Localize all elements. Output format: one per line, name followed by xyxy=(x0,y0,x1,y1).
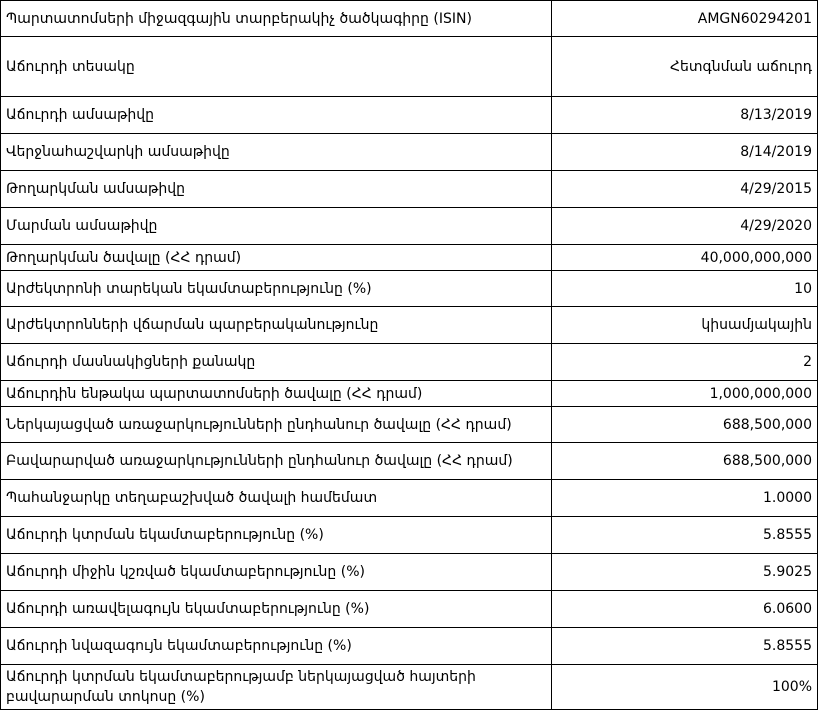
row-label: Աճուրդի կտրման եկամտաբերությամբ ներկայացված հայտերի բավարարման տոկոսը (%) xyxy=(1,665,552,710)
table-row xyxy=(1,171,818,208)
row-value: 10 xyxy=(552,271,818,307)
table-row xyxy=(1,97,818,134)
table-row xyxy=(1,245,818,271)
table-row xyxy=(1,407,818,443)
row-label: Մարման ամսաթիվը xyxy=(1,208,552,245)
row-value: 8/13/2019 xyxy=(552,97,818,134)
row-label: Աճուրդի միջին կշռված եկամտաբերությունը (%) xyxy=(1,554,552,591)
row-label: Վերջնահաշվարկի ամսաթիվը xyxy=(1,134,552,171)
row-label: Աճուրդի տեսակը xyxy=(1,37,552,97)
row-label: Աճուրդի նվազագույն եկամտաբերությունը (%) xyxy=(1,628,552,665)
row-value: 5.8555 xyxy=(552,628,818,665)
row-label: Աճուրդին ենթակա պարտատոմսերի ծավալը (ՀՀ դրամ) xyxy=(1,381,552,407)
table-row xyxy=(1,1,818,37)
table-row xyxy=(1,517,818,554)
row-value: 100% xyxy=(552,665,818,710)
row-label: Աճուրդի ամսաթիվը xyxy=(1,97,552,134)
row-label: Թողարկման ծավալը (ՀՀ դրամ) xyxy=(1,245,552,271)
table-row xyxy=(1,554,818,591)
row-value: 5.9025 xyxy=(552,554,818,591)
row-value: 8/14/2019 xyxy=(552,134,818,171)
row-value: 2 xyxy=(552,344,818,381)
row-label: Արժեկտրոնների վճարման պարբերականությունը xyxy=(1,307,552,344)
row-label: Աճուրդի մասնակիցների քանակը xyxy=(1,344,552,381)
row-value: 4/29/2020 xyxy=(552,208,818,245)
row-label: Թողարկման ամսաթիվը xyxy=(1,171,552,208)
row-label: Պարտատոմսերի միջազգային տարբերակիչ ծածկագիրը (ISIN) xyxy=(1,1,552,37)
row-value: 1,000,000,000 xyxy=(552,381,818,407)
table-row xyxy=(1,381,818,407)
table-row xyxy=(1,591,818,628)
row-label: Բավարարված առաջարկությունների ընդհանուր ծավալը (ՀՀ դրամ) xyxy=(1,443,552,480)
row-value: 688,500,000 xyxy=(552,407,818,443)
row-value: 40,000,000,000 xyxy=(552,245,818,271)
row-value: AMGN60294201 xyxy=(552,1,818,37)
row-value: 5.8555 xyxy=(552,517,818,554)
row-label: Արժեկտրոնի տարեկան եկամտաբերությունը (%) xyxy=(1,271,552,307)
table-row xyxy=(1,37,818,97)
table-row xyxy=(1,480,818,517)
row-value: 6.0600 xyxy=(552,591,818,628)
row-label: Աճուրդի առավելագույն եկամտաբերությունը (%) xyxy=(1,591,552,628)
row-value: 1.0000 xyxy=(552,480,818,517)
table-row xyxy=(1,208,818,245)
row-label: Պահանջարկը տեղաբաշխված ծավալի համեմատ xyxy=(1,480,552,517)
row-value: կիսամյակային xyxy=(552,307,818,344)
table-row xyxy=(1,443,818,480)
table-row xyxy=(1,307,818,344)
table-row xyxy=(1,628,818,665)
table-row xyxy=(1,271,818,307)
row-value: 4/29/2015 xyxy=(552,171,818,208)
row-label: Աճուրդի կտրման եկամտաբերությունը (%) xyxy=(1,517,552,554)
row-value: 688,500,000 xyxy=(552,443,818,480)
table-row xyxy=(1,665,818,710)
table-row xyxy=(1,134,818,171)
row-value: Հետգնման աճուրդ xyxy=(552,37,818,97)
row-label: Ներկայացված առաջարկությունների ընդհանուր ծավալը (ՀՀ դրամ) xyxy=(1,407,552,443)
table-row xyxy=(1,344,818,381)
